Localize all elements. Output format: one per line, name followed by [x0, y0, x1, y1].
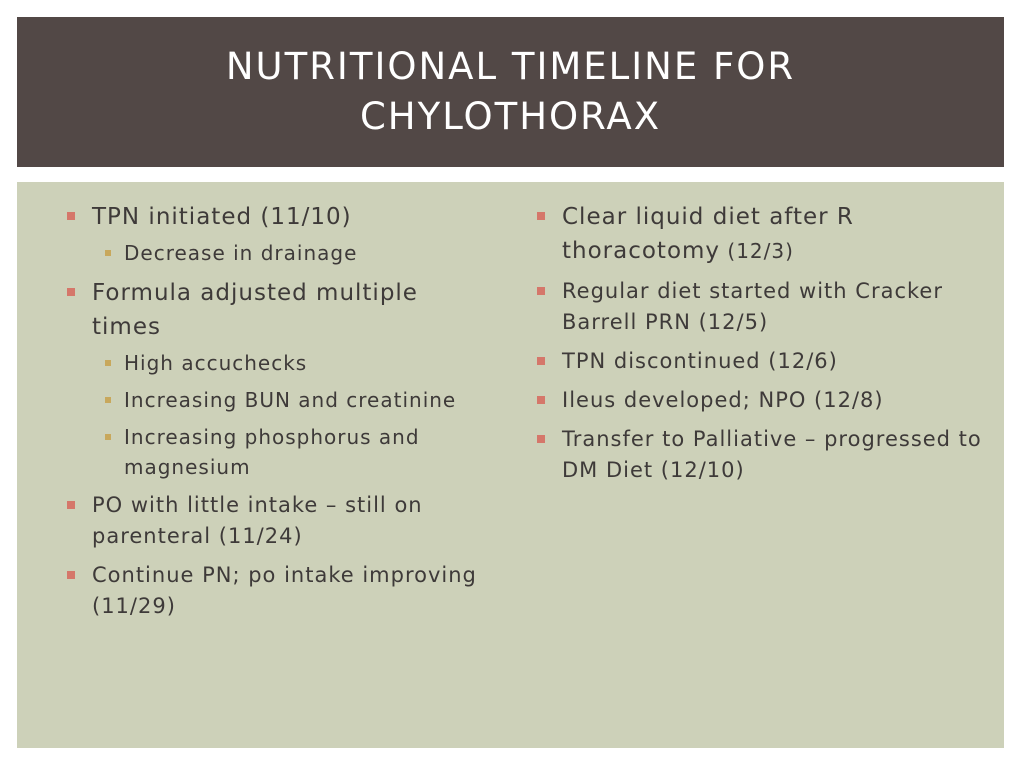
sub-bullet-text: Increasing BUN and creatinine	[124, 388, 457, 412]
right-column	[537, 200, 987, 494]
sub-bullet-text: High accuchecks	[124, 351, 308, 375]
bullet-text: Continue PN; po intake improving (11/29)	[92, 563, 477, 618]
list-item	[537, 200, 987, 268]
sub-bullet-square-icon	[105, 250, 111, 256]
bullet-square-icon	[67, 288, 75, 296]
sub-bullet-text: Decrease in drainage	[124, 241, 358, 265]
sub-list-item	[92, 422, 487, 482]
bullet-square-icon	[67, 501, 75, 509]
sub-list	[92, 348, 487, 482]
bullet-text: TPN initiated (11/10)	[92, 204, 352, 230]
list-item	[537, 385, 987, 416]
list-item	[67, 276, 487, 482]
bullet-text: Clear liquid diet after R thoracotomy	[562, 204, 854, 264]
sub-list-item	[92, 348, 487, 378]
sub-bullet-text: Increasing phosphorus and magnesium	[124, 425, 420, 479]
sub-bullet-square-icon	[105, 360, 111, 366]
list-item	[67, 560, 487, 622]
bullet-square-icon	[537, 212, 545, 220]
bullet-square-icon	[67, 571, 75, 579]
list-item	[537, 276, 987, 338]
list-item	[67, 490, 487, 552]
sub-list-item	[92, 238, 487, 268]
content-area	[17, 182, 1004, 748]
right-bullet-list	[537, 200, 987, 486]
list-item	[67, 200, 487, 268]
left-column	[67, 200, 487, 630]
bullet-square-icon	[67, 212, 75, 220]
slide-title: NUTRITIONAL TIMELINE FOR CHYLOTHORAX	[225, 45, 796, 138]
bullet-text: TPN discontinued (12/6)	[562, 349, 838, 373]
title-bar	[17, 17, 1004, 167]
left-bullet-list	[67, 200, 487, 622]
sub-bullet-square-icon	[105, 434, 111, 440]
bullet-text: Formula adjusted multiple times	[92, 280, 418, 340]
bullet-text: Regular diet started with Cracker Barrell PRN (12/5)	[562, 279, 943, 334]
sub-list	[92, 238, 487, 268]
bullet-text: Transfer to Palliative – progressed to DM Diet (12/10)	[562, 427, 982, 482]
list-item	[537, 424, 987, 486]
bullet-square-icon	[537, 287, 545, 295]
sub-bullet-square-icon	[105, 397, 111, 403]
bullet-square-icon	[537, 396, 545, 404]
bullet-text: PO with little intake – still on parenteral (11/24)	[92, 493, 423, 548]
bullet-date: (12/3)	[720, 239, 794, 263]
bullet-text: Ileus developed; NPO (12/8)	[562, 388, 884, 412]
bullet-square-icon	[537, 357, 545, 365]
bullet-square-icon	[537, 435, 545, 443]
sub-list-item	[92, 385, 487, 415]
list-item	[537, 346, 987, 377]
